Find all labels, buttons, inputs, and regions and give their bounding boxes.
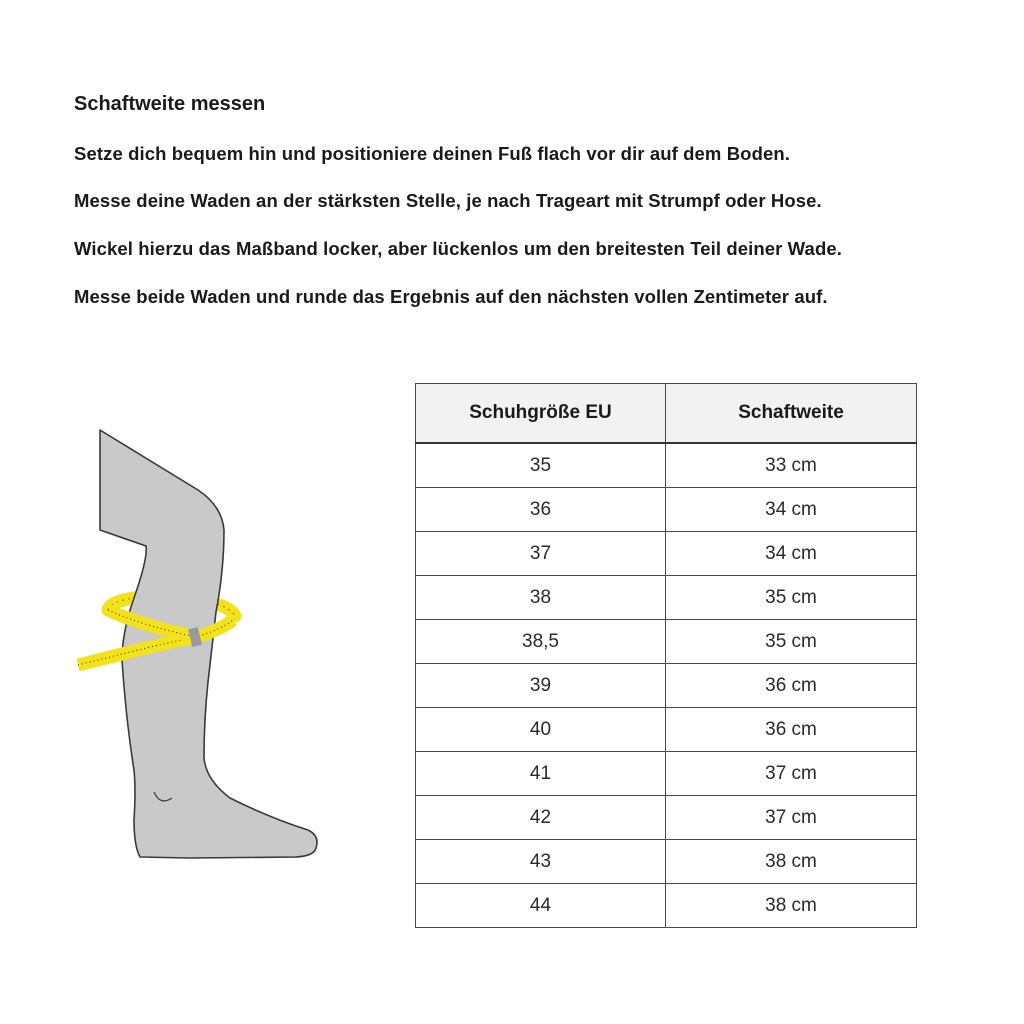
table-row	[416, 796, 917, 840]
table-row	[416, 840, 917, 884]
shoe-size-cell: 40	[416, 708, 666, 752]
shaft-width-cell: 35 cm	[666, 620, 917, 664]
shoe-size-cell: 42	[416, 796, 666, 840]
table-row	[416, 664, 917, 708]
shoe-size-cell: 37	[416, 532, 666, 576]
instruction-round-result: Messe beide Waden und runde das Ergebnis auf den nächsten vollen Zentimeter auf.	[74, 286, 828, 307]
column-header-shoe-size: Schuhgröße EU	[416, 384, 666, 444]
shoe-size-cell: 38	[416, 576, 666, 620]
shoe-size-cell: 44	[416, 884, 666, 928]
table-row	[416, 708, 917, 752]
page-title: Schaftweite messen	[74, 93, 266, 115]
shoe-size-cell: 39	[416, 664, 666, 708]
instruction-sit: Setze dich bequem hin und positioniere deinen Fuß flach vor dir auf dem Boden.	[74, 143, 791, 164]
shaft-width-cell: 33 cm	[666, 443, 917, 488]
table-row	[416, 443, 917, 488]
shaft-width-cell: 34 cm	[666, 532, 917, 576]
shoe-size-cell: 35	[416, 443, 666, 488]
shaft-width-cell: 38 cm	[666, 884, 917, 928]
table-row	[416, 532, 917, 576]
table-row	[416, 752, 917, 796]
shoe-size-cell: 43	[416, 840, 666, 884]
table-row	[416, 488, 917, 532]
column-header-shaft-width: Schaftweite	[666, 384, 917, 444]
table-row	[416, 884, 917, 928]
shaft-width-cell: 35 cm	[666, 576, 917, 620]
leg-with-measuring-tape-icon	[70, 420, 330, 870]
shoe-size-cell: 36	[416, 488, 666, 532]
shaft-width-cell: 34 cm	[666, 488, 917, 532]
table-row	[416, 576, 917, 620]
shaft-width-cell: 36 cm	[666, 708, 917, 752]
table-header-row	[416, 384, 917, 444]
shoe-size-cell: 41	[416, 752, 666, 796]
shaft-width-cell: 37 cm	[666, 796, 917, 840]
shoe-size-cell: 38,5	[416, 620, 666, 664]
leg-silhouette	[100, 430, 317, 858]
instruction-wrap-tape: Wickel hierzu das Maßband locker, aber lückenlos um den breitesten Teil deiner Wade.	[74, 238, 842, 259]
size-table	[415, 383, 917, 928]
shaft-width-cell: 37 cm	[666, 752, 917, 796]
instruction-measure-calf: Messe deine Waden an der stärksten Stelle, je nach Trageart mit Strumpf oder Hose.	[74, 190, 822, 211]
table-row	[416, 620, 917, 664]
shaft-width-cell: 38 cm	[666, 840, 917, 884]
shaft-width-cell: 36 cm	[666, 664, 917, 708]
